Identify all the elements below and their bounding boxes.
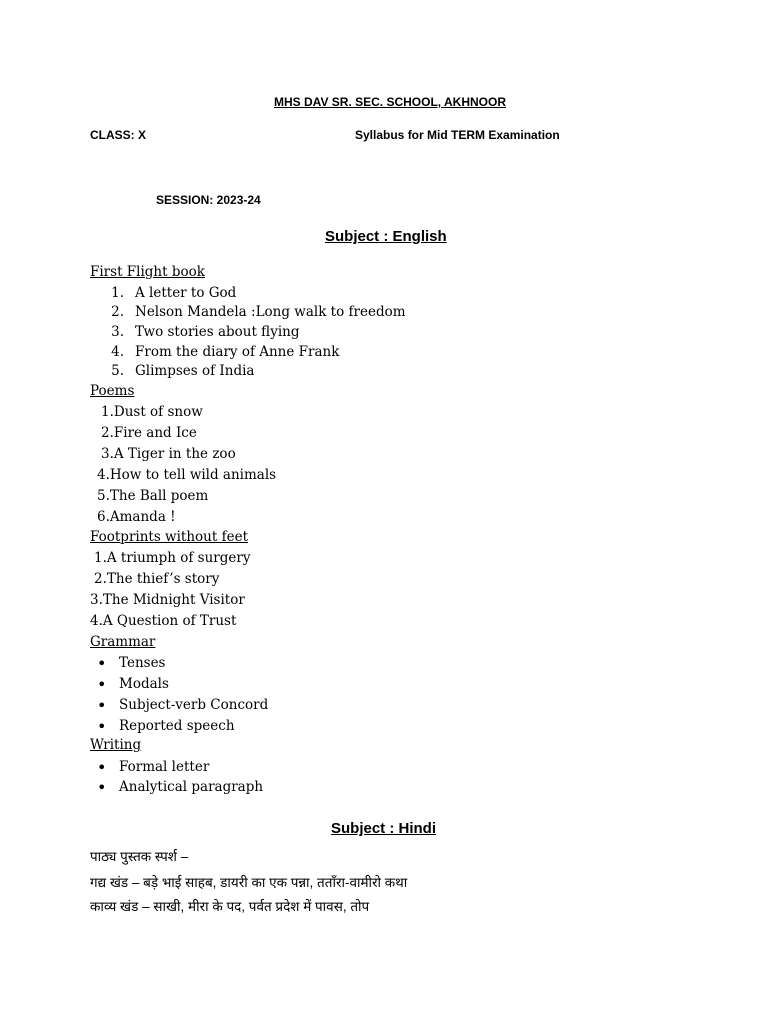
list-item-text: From the diary of Anne Frank <box>135 344 340 360</box>
list-item-text: A letter to God <box>135 285 237 301</box>
grammar-item: Subject-verb Concord <box>119 697 269 713</box>
hindi-line: पाठ्य पुस्तक स्पर्श – <box>90 849 189 864</box>
session-label: SESSION: 2023-24 <box>156 193 261 207</box>
list-item-text: Two stories about flying <box>135 324 300 340</box>
poems-heading: Poems <box>90 383 135 399</box>
grammar-item: Modals <box>119 676 169 692</box>
footprints-item: 3.The Midnight Visitor <box>90 592 245 608</box>
footprints-heading: Footprints without feet <box>90 529 248 545</box>
poem-item: 5.The Ball poem <box>97 488 209 504</box>
footprints-item: 2.The thief’s story <box>94 571 220 587</box>
bullet-icon: • <box>97 778 107 797</box>
list-number: 3. <box>111 324 124 340</box>
hindi-line: काव्य खंड – साखी, मीरा के पद, पर्वत प्रदेश में पावस, तोप <box>90 899 370 914</box>
poem-item: 6.Amanda ! <box>97 509 176 525</box>
poem-item: 4.How to tell wild animals <box>97 467 277 483</box>
class-label: CLASS: X <box>90 128 147 142</box>
school-name: MHS DAV SR. SEC. SCHOOL, AKHNOOR <box>274 95 507 109</box>
writing-item: Formal letter <box>119 759 210 775</box>
writing-heading: Writing <box>90 737 142 753</box>
bullet-icon: • <box>97 717 107 736</box>
bullet-icon: • <box>97 675 107 694</box>
exam-title: Syllabus for Mid TERM Examination <box>355 128 560 142</box>
list-number: 2. <box>111 304 124 320</box>
grammar-item: Reported speech <box>119 718 235 734</box>
list-number: 1. <box>111 285 124 301</box>
list-item-text: Glimpses of India <box>135 363 255 379</box>
hindi-line: गद्य खंड – बड़े भाई साहब, डायरी का एक पन्ना, तताँरा-वामीरो कथा <box>90 875 408 890</box>
writing-item: Analytical paragraph <box>119 779 264 795</box>
bullet-icon: • <box>97 696 107 715</box>
poem-item: 3.A Tiger in the zoo <box>101 446 236 462</box>
first-flight-heading: First Flight book <box>90 264 205 280</box>
list-number: 5. <box>111 363 124 379</box>
list-number: 4. <box>111 344 124 360</box>
footprints-item: 1.A triumph of surgery <box>94 550 251 566</box>
poem-item: 2.Fire and Ice <box>101 425 197 441</box>
list-item-text: Nelson Mandela :Long walk to freedom <box>135 304 406 320</box>
bullet-icon: • <box>97 758 107 777</box>
grammar-heading: Grammar <box>90 634 156 650</box>
grammar-item: Tenses <box>119 655 166 671</box>
hindi-subject-heading: Subject : Hindi <box>331 820 436 837</box>
poem-item: 1.Dust of snow <box>101 404 203 420</box>
english-subject-heading: Subject : English <box>325 228 447 245</box>
bullet-icon: • <box>97 654 107 673</box>
footprints-item: 4.A Question of Trust <box>90 613 237 629</box>
